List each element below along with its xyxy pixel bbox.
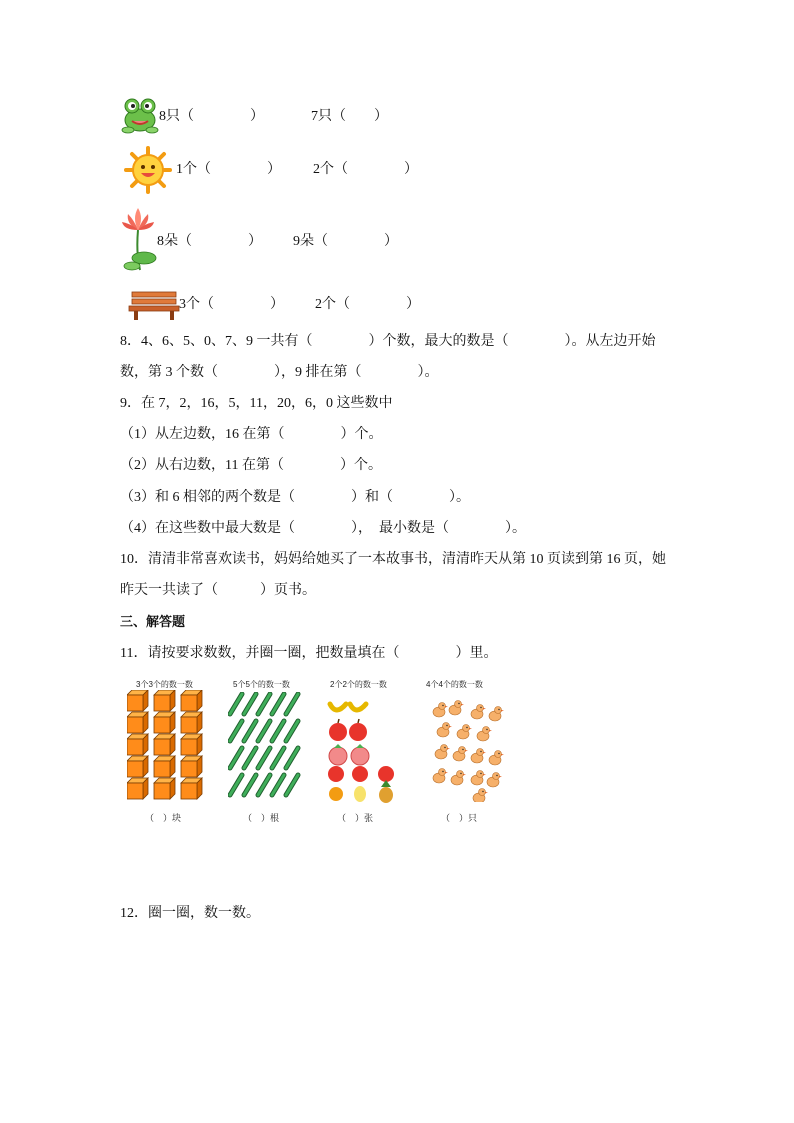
q11-text: 11．请按要求数数，并圈一圈，把数量填在（ ）里。 [120, 646, 498, 661]
q9-item-2: （2）从右边数，11 在第（ ）个。 [120, 458, 382, 473]
section-heading: 三、解答题 [120, 614, 186, 629]
bench-count-2: 2个（ ） [315, 297, 420, 312]
group-3-caption: （ ）张 [337, 813, 374, 823]
group-4-subtitle: 4个4个的数一数 [426, 680, 483, 689]
sun-count-2: 2个（ ） [313, 162, 418, 177]
q10-line-2: 昨天一共读了（ ）页书。 [120, 583, 316, 598]
q9-item-1: （1）从左边数，16 在第（ ）个。 [120, 427, 383, 442]
frog-count-8: 8只（ ） [159, 109, 264, 124]
group-2-caption: （ ）根 [243, 813, 280, 823]
group-2-subtitle: 5个5个的数一数 [233, 680, 290, 689]
bench-count-3: 3个（ ） [179, 297, 284, 312]
frog-icon [120, 96, 160, 134]
group-3-subtitle: 2个2个的数一数 [330, 680, 387, 689]
sun-count-1: 1个（ ） [176, 162, 281, 177]
q8-line-2: 数，第 3 个数（ ），9 排在第（ ）。 [120, 365, 439, 380]
q8-line-1: 8．4、6、5、0、7、9 一共有（ ）个数，最大的数是（ ）。从左边开始 [120, 334, 656, 349]
q12-text: 12．圈一圈，数一数。 [120, 906, 260, 921]
sun-icon [124, 146, 172, 194]
q9-title: 9．在 7，2，16，5，11，20，6，0 这些数中 [120, 396, 393, 411]
cube-icon [127, 690, 207, 802]
group-1-subtitle: 3个3个的数一数 [136, 680, 193, 689]
fruit-icon [326, 694, 398, 804]
q10-line-1: 10．清清非常喜欢读书，妈妈给她买了一本故事书，清清昨天从第 10 页读到第 16 页，她 [120, 552, 666, 567]
group-1-caption: （ ）块 [145, 813, 182, 823]
frog-count-7: 7只（ ） [311, 109, 388, 124]
group-4-caption: （ ）只 [441, 813, 478, 823]
stick-icon [228, 692, 304, 800]
lotus-count-9: 9朵（ ） [293, 234, 398, 249]
chick-icon [430, 700, 506, 802]
q9-item-4: （4）在这些数中最大数是（ ）， 最小数是（ ）。 [120, 521, 526, 536]
lotus-icon [120, 208, 158, 276]
bench-icon [128, 290, 180, 320]
lotus-count-8: 8朵（ ） [157, 234, 262, 249]
q9-item-3: （3）和 6 相邻的两个数是（ ）和（ ）。 [120, 490, 470, 505]
